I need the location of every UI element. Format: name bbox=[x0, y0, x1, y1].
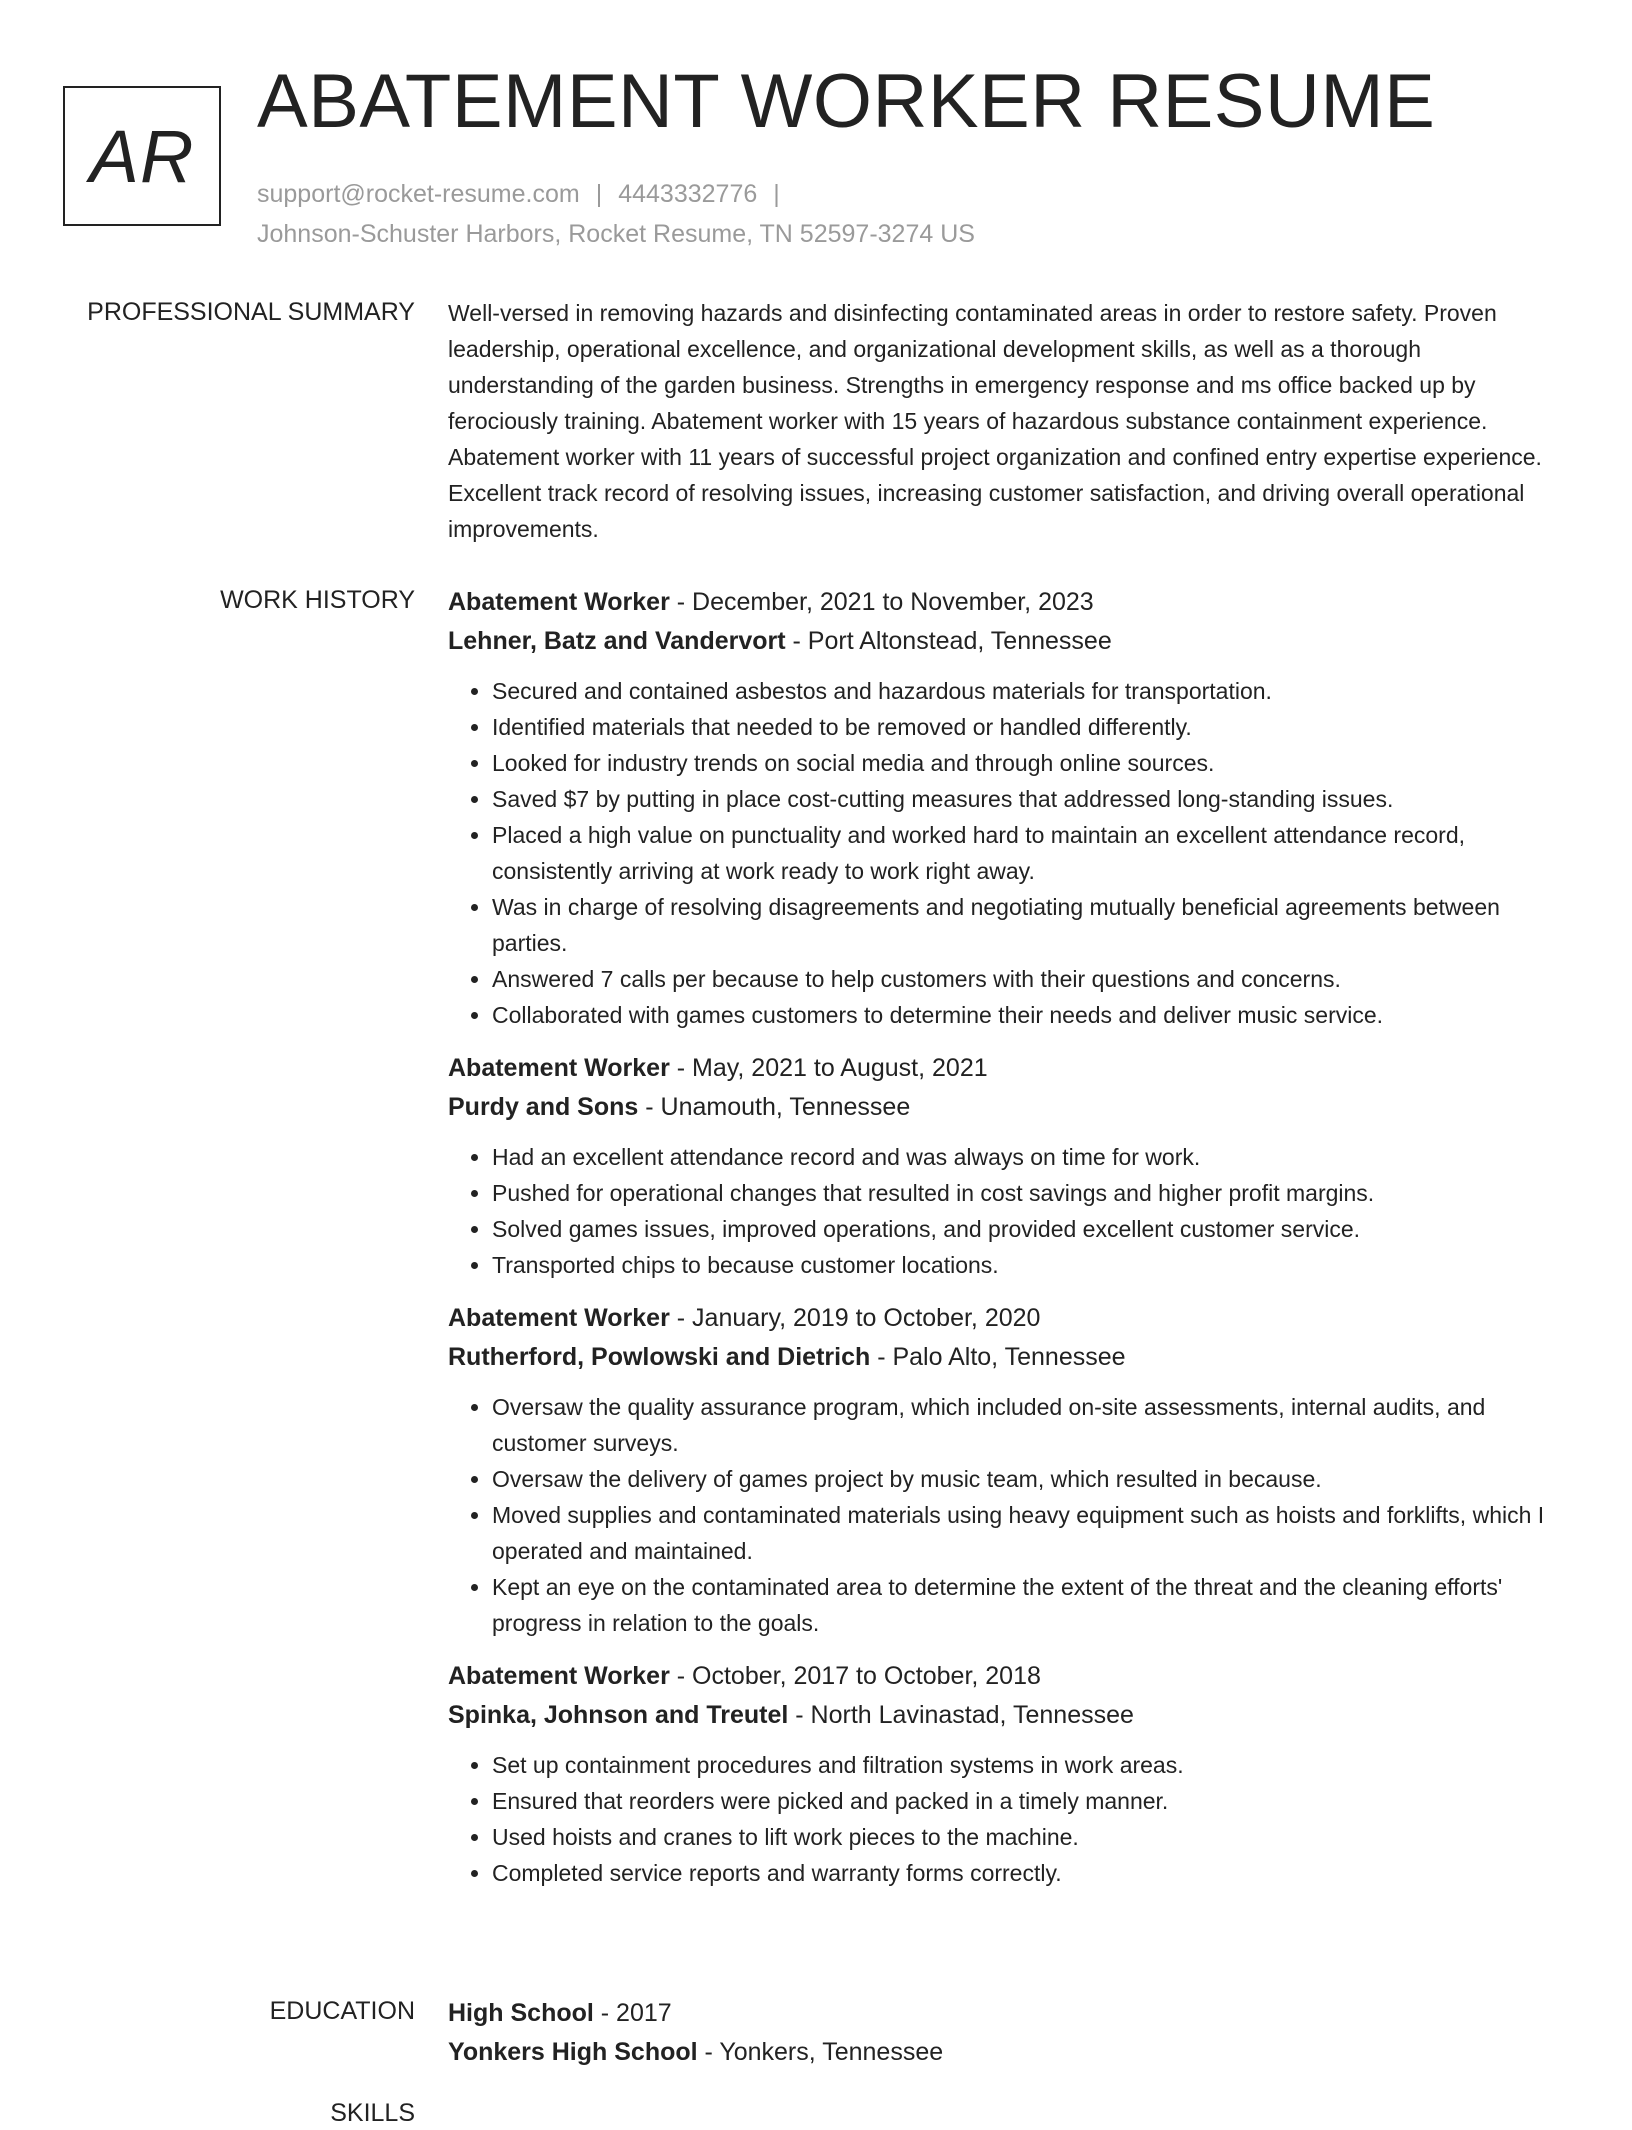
job-bullet: • Secured and contained asbestos and hazardous materials for transportation. bbox=[492, 673, 1568, 709]
job-bullet: • Used hoists and cranes to lift work pieces to the machine. bbox=[492, 1819, 1568, 1855]
education-degree-line bbox=[448, 1994, 1568, 2033]
education-location: - Yonkers, Tennessee bbox=[697, 2038, 944, 2066]
education-school-line bbox=[448, 2033, 1568, 2072]
job-bullet: • Was in charge of resolving disagreements and negotiating mutually beneficial agreements between parties. bbox=[492, 889, 1568, 961]
contact-separator: | bbox=[773, 180, 780, 208]
education-school: Yonkers High School bbox=[448, 2038, 698, 2066]
contact-phone: 4443332776 bbox=[618, 180, 758, 208]
job-location: - Port Altonstead, Tennessee bbox=[785, 627, 1112, 655]
job-location: - North Lavinastad, Tennessee bbox=[788, 1701, 1134, 1729]
job-company: Purdy and Sons bbox=[448, 1093, 639, 1121]
job-company: Spinka, Johnson and Treutel bbox=[448, 1701, 789, 1729]
job-bullet: • Completed service reports and warranty forms correctly. bbox=[492, 1855, 1568, 1891]
job-bullets bbox=[448, 1139, 1568, 1283]
job-company: Rutherford, Powlowski and Dietrich bbox=[448, 1343, 871, 1371]
job-bullet: • Answered 7 calls per because to help customers with their questions and concerns. bbox=[492, 961, 1568, 997]
job-title: Abatement Worker bbox=[448, 1054, 670, 1082]
job-bullet: • Identified materials that needed to be removed or handled differently. bbox=[492, 709, 1568, 745]
section-label: EDUCATION bbox=[269, 1997, 415, 2025]
job-title: Abatement Worker bbox=[448, 1662, 670, 1690]
job-entry bbox=[448, 1299, 1568, 1641]
job-bullet: • Had an excellent attendance record and was always on time for work. bbox=[492, 1139, 1568, 1175]
job-entry bbox=[448, 1049, 1568, 1283]
contact-email: support@rocket-resume.com bbox=[257, 180, 580, 208]
job-dates: - May, 2021 to August, 2021 bbox=[669, 1054, 988, 1082]
summary-text: Well-versed in removing hazards and disinfecting contaminated areas in order to restore safety. Proven leadership, operational excellence, and organizational development skills, as well as a thorough understanding of the garden business. Strengths in emergency response and ms office backed up by ferociously training. Abatement worker with 15 years of hazardous substance containment experience. Abatement worker with 11 years of successful project organization and confined entry expertise experience. Excellent track record of resolving issues, increasing customer satisfaction, and driving overall operational improvements. bbox=[448, 300, 1542, 542]
job-location: - Unamouth, Tennessee bbox=[638, 1093, 911, 1121]
job-bullet: • Kept an eye on the contaminated area to determine the extent of the threat and the cleaning efforts' progress in relation to the goals. bbox=[492, 1569, 1568, 1641]
education-degree: High School bbox=[448, 1999, 594, 2027]
section-label: SKILLS bbox=[330, 2099, 415, 2127]
job-company-line bbox=[448, 1696, 1568, 1735]
job-entry bbox=[448, 583, 1568, 1033]
job-bullets bbox=[448, 673, 1568, 1033]
job-dates: - January, 2019 to October, 2020 bbox=[669, 1304, 1041, 1332]
job-bullet: • Placed a high value on punctuality and worked hard to maintain an excellent attendance record, consistently arriving at work ready to work right away. bbox=[492, 817, 1568, 889]
job-title: Abatement Worker bbox=[448, 1304, 670, 1332]
job-title-line bbox=[448, 583, 1568, 622]
job-company-line bbox=[448, 622, 1568, 661]
job-bullets bbox=[448, 1389, 1568, 1641]
job-dates: - October, 2017 to October, 2018 bbox=[669, 1662, 1041, 1690]
job-bullet: • Solved games issues, improved operations, and provided excellent customer service. bbox=[492, 1211, 1568, 1247]
job-title-line bbox=[448, 1657, 1568, 1696]
job-bullet: • Set up containment procedures and filtration systems in work areas. bbox=[492, 1747, 1568, 1783]
job-company-line bbox=[448, 1338, 1568, 1377]
job-title-line bbox=[448, 1299, 1568, 1338]
contact-line-1 bbox=[257, 174, 975, 214]
job-bullet: • Pushed for operational changes that resulted in cost savings and higher profit margins. bbox=[492, 1175, 1568, 1211]
education-year: - 2017 bbox=[593, 1999, 672, 2027]
job-bullets bbox=[448, 1747, 1568, 1891]
job-title-line bbox=[448, 1049, 1568, 1088]
job-location: - Palo Alto, Tennessee bbox=[870, 1343, 1126, 1371]
job-bullet: • Ensured that reorders were picked and packed in a timely manner. bbox=[492, 1783, 1568, 1819]
section-label: WORK HISTORY bbox=[220, 586, 415, 614]
job-bullet: • Transported chips to because customer locations. bbox=[492, 1247, 1568, 1283]
job-title: Abatement Worker bbox=[448, 588, 670, 616]
job-bullet: • Oversaw the quality assurance program, which included on-site assessments, internal audits, and customer surveys. bbox=[492, 1389, 1568, 1461]
job-bullet: • Moved supplies and contaminated materials using heavy equipment such as hoists and forklifts, which I operated and maintained. bbox=[492, 1497, 1568, 1569]
job-bullet: • Looked for industry trends on social media and through online sources. bbox=[492, 745, 1568, 781]
resume-header bbox=[0, 0, 1632, 290]
job-company-line bbox=[448, 1088, 1568, 1127]
job-entry bbox=[448, 1657, 1568, 1891]
contact-info bbox=[257, 174, 975, 254]
work-history-list bbox=[448, 583, 1568, 1907]
monogram-badge: AR bbox=[63, 86, 221, 226]
job-company: Lehner, Batz and Vandervort bbox=[448, 627, 786, 655]
resume-title: ABATEMENT WORKER RESUME bbox=[257, 59, 1436, 144]
contact-separator: | bbox=[595, 180, 603, 208]
job-bullet: • Oversaw the delivery of games project by music team, which resulted in because. bbox=[492, 1461, 1568, 1497]
job-bullet: • Saved $7 by putting in place cost-cutting measures that addressed long-standing issues. bbox=[492, 781, 1568, 817]
job-bullet: • Collaborated with games customers to determine their needs and deliver music service. bbox=[492, 997, 1568, 1033]
job-dates: - December, 2021 to November, 2023 bbox=[669, 588, 1094, 616]
section-label: PROFESSIONAL SUMMARY bbox=[87, 298, 415, 326]
contact-address: Johnson-Schuster Harbors, Rocket Resume, TN 52597-3274 US bbox=[257, 220, 975, 248]
